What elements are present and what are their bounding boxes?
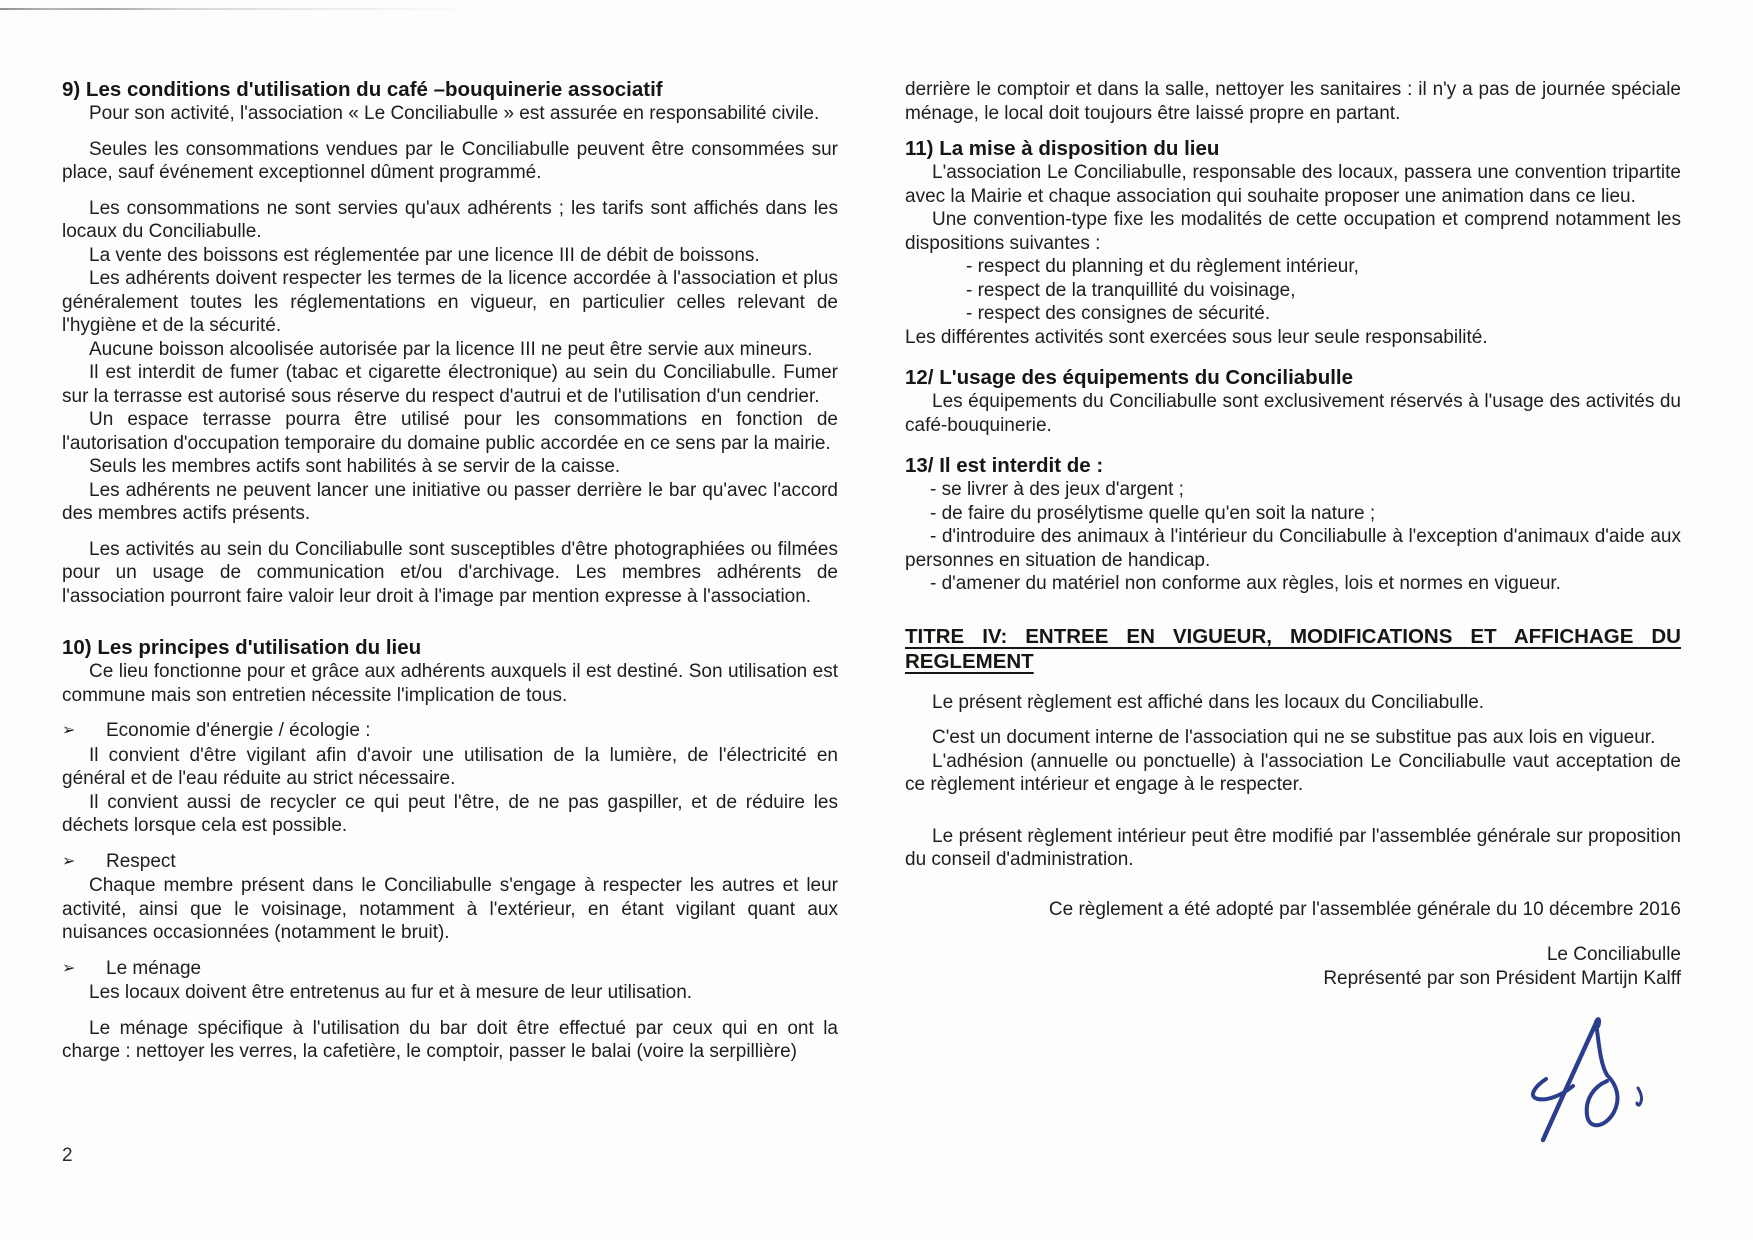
s9-paragraph: Les activités au sein du Conciliabulle sont susceptibles d'être photographiées ou filmées pour un usage de communication et/ou d'archivage. Les membres adhérents de l'association pourront faire valoir leur droit à l'image par mention expresse à l'association.: [62, 538, 838, 607]
signatory-title: Représenté par son Président Martijn Kalff: [1323, 967, 1681, 989]
s11-paragraph: Une convention-type fixe les modalités de cette occupation et comprend notamment les dispositions suivantes :: [905, 209, 1681, 254]
s9-paragraph: Il est interdit de fumer (tabac et cigarette électronique) au sein du Conciliabulle. Fumer sur la terrasse est autorisé sous réserve du respect d'autrui et de l'utilisation d'un cendrier.: [62, 362, 838, 407]
arrow-bullet-icon: ➢: [62, 852, 76, 870]
bullet-item-respect: [62, 850, 838, 875]
titre4-paragraph: Le présent règlement intérieur peut être modifié par l'assemblée générale sur proposition du conseil d'administration.: [905, 825, 1681, 870]
s13-list-item: - de faire du prosélytisme quelle qu'en soit la nature ;: [930, 502, 1376, 524]
titre4-paragraph: L'adhésion (annuelle ou ponctuelle) à l'association Le Conciliabulle vaut acceptation de ce règlement intérieur et engage à le respecter.: [905, 750, 1681, 795]
s9-paragraph: La vente des boissons est réglementée par une licence III de débit de boissons.: [89, 244, 760, 266]
president-signature: [1510, 995, 1660, 1165]
s9-paragraph: Les adhérents ne peuvent lancer une initiative ou passer derrière le bar qu'avec l'accord des membres actifs présents.: [62, 479, 838, 524]
section-9-heading: 9) Les conditions d'utilisation du café –bouquinerie associatif: [62, 78, 663, 101]
s13-list-item: - d'introduire des animaux à l'intérieur du Conciliabulle à l'exception d'animaux d'aide aux personnes en situation de handicap.: [905, 526, 1681, 571]
bullet-paragraph: Le ménage spécifique à l'utilisation du bar doit être effectué par ceux qui en ont la charge : nettoyer les verres, la cafetière, le comptoir, passer le balai (voire la serpillière): [62, 1017, 838, 1062]
s9-paragraph: Seules les consommations vendues par le Conciliabulle peuvent être consommées sur place, sauf événement exceptionnel dûment programmé.: [62, 138, 838, 183]
signatory-name: Le Conciliabulle: [1546, 944, 1681, 965]
s9-paragraph: Les adhérents doivent respecter les termes de la licence accordée à l'association et plus généralement toutes les réglementations en vigueur, en particulier celles relevant de l'hygiène et de la sécurité.: [62, 268, 838, 336]
bullet-title: Le ménage: [106, 957, 202, 979]
s13-list-item: - d'amener du matériel non conforme aux règles, lois et normes en vigueur.: [930, 573, 1561, 594]
section-10-heading: 10) Les principes d'utilisation du lieu: [62, 636, 422, 659]
s9-paragraph: Aucune boisson alcoolisée autorisée par la licence III ne peut être servie aux mineurs.: [89, 338, 813, 360]
adoption-statement: Ce règlement a été adopté par l'assemblée générale du 10 décembre 2016: [1048, 898, 1681, 920]
section-13-heading: 13/ Il est interdit de :: [905, 454, 1104, 477]
section-12-heading: 12/ L'usage des équipements du Conciliabulle: [905, 366, 1354, 389]
s9-paragraph: Un espace terrasse pourra être utilisé pour les consommations en fonction de l'autorisation d'occupation temporaire du domaine public accordée en ce sens par la mairie.: [62, 409, 838, 454]
arrow-bullet-icon: ➢: [62, 959, 76, 977]
signatory-block: [905, 943, 1681, 990]
scan-artifact-line: [0, 8, 480, 10]
s12-paragraph: Les équipements du Conciliabulle sont exclusivement réservés à l'usage des activités du café-bouquinerie.: [905, 391, 1681, 436]
s11-paragraph: Les différentes activités sont exercées sous leur seule responsabilité.: [905, 326, 1488, 348]
bullet-title: Respect: [106, 850, 176, 872]
s10-intro: Ce lieu fonctionne pour et grâce aux adhérents auxquels il est destiné. Son utilisation est commune mais son entretien nécessite l'implication de tous.: [62, 661, 838, 706]
s9-paragraph: Pour son activité, l'association « Le Conciliabulle » est assurée en responsabilité civile.: [89, 103, 820, 124]
page-number: 2: [62, 1145, 73, 1166]
bullet-paragraph: Chaque membre présent dans le Conciliabulle s'engage à respecter les autres et leur activité, ainsi que le voisinage, notamment à l'extérieur, en étant vigilant quant aux nuisances occasionnées (notamment le bruit).: [62, 875, 838, 943]
s11-list-item: - respect du planning et du règlement intérieur,: [966, 256, 1359, 277]
continuation-paragraph: derrière le comptoir et dans la salle, nettoyer les sanitaires : il n'y a pas de journée spéciale ménage, le local doit toujours être laissé propre en partant.: [905, 79, 1681, 124]
bullet-paragraph: Il convient d'être vigilant afin d'avoir une utilisation de la lumière, de l'électricité en général et de l'eau réduite au strict nécessaire.: [62, 744, 838, 789]
s11-list-item: - respect des consignes de sécurité.: [966, 303, 1271, 324]
section-11-heading: 11) La mise à disposition du lieu: [905, 137, 1220, 160]
left-column: [62, 78, 838, 1064]
bullet-title: Economie d'énergie / écologie :: [106, 720, 371, 741]
titre-4-heading-line2: REGLEMENT: [905, 649, 1034, 673]
titre-4-heading: [905, 624, 1681, 674]
bullet-item-menage: [62, 957, 838, 982]
titre4-paragraph: Le présent règlement est affiché dans les locaux du Conciliabulle.: [932, 691, 1485, 713]
bullet-paragraph: Il convient aussi de recycler ce qui peut l'être, de ne pas gaspiller, et de réduire les déchets lorsque cela est possible.: [62, 791, 838, 836]
s9-paragraph: Seuls les membres actifs sont habilités à se servir de la caisse.: [89, 456, 621, 477]
bullet-item-energy: [62, 719, 838, 744]
s13-list-item: - se livrer à des jeux d'argent ;: [930, 479, 1184, 500]
titre-4-heading-line1: TITRE IV: ENTREE EN VIGUEUR, MODIFICATIONS ET AFFICHAGE DU: [905, 624, 1681, 648]
titre4-paragraph: C'est un document interne de l'association qui ne se substitue pas aux lois en vigueur.: [932, 727, 1656, 748]
arrow-bullet-icon: ➢: [62, 722, 76, 739]
s9-paragraph: Les consommations ne sont servies qu'aux adhérents ; les tarifs sont affichés dans les locaux du Conciliabulle.: [62, 197, 838, 242]
bullet-paragraph: Les locaux doivent être entretenus au fur et à mesure de leur utilisation.: [89, 982, 693, 1003]
right-column: [905, 78, 1681, 990]
s11-list-item: - respect de la tranquillité du voisinage,: [966, 279, 1296, 301]
s11-paragraph: L'association Le Conciliabulle, responsable des locaux, passera une convention tripartite avec la Mairie et chaque association qui souhaite proposer une animation dans ce lieu.: [905, 162, 1681, 207]
